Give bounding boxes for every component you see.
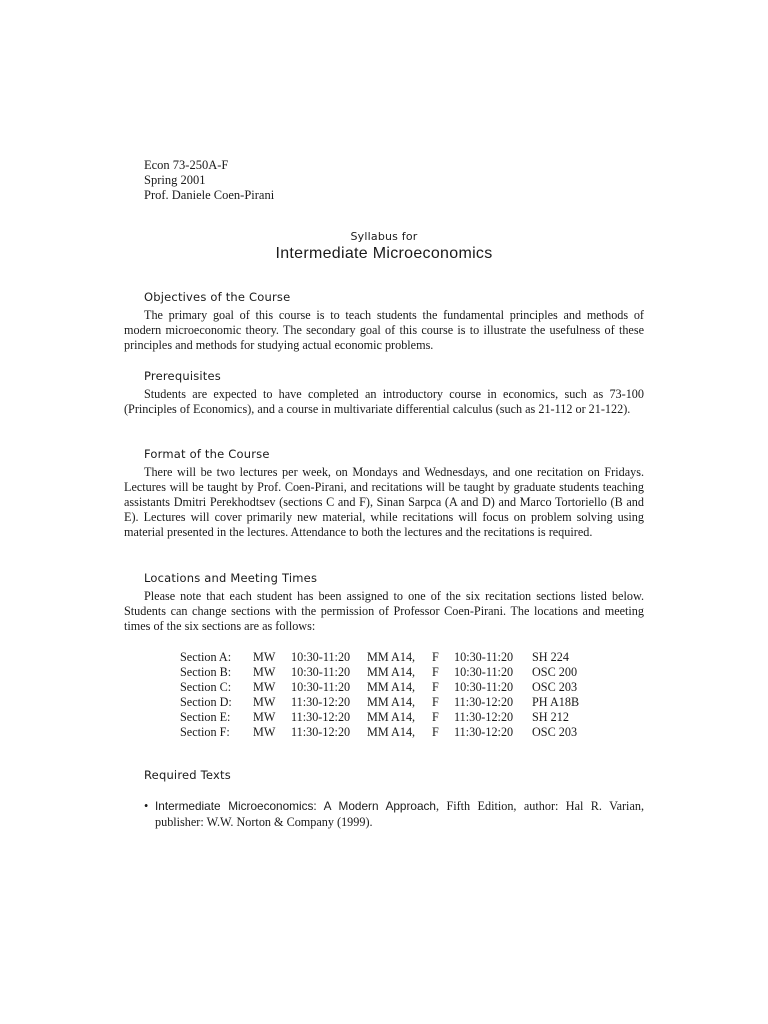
lecture-days: MW bbox=[253, 710, 276, 724]
lecture-room: MM A14, bbox=[367, 665, 416, 679]
course-term: Spring 2001 bbox=[144, 173, 206, 187]
lecture-time: 11:30-12:20 bbox=[291, 710, 351, 724]
course-number: Econ 73-250A-F bbox=[144, 158, 229, 172]
lecture-days: MW bbox=[253, 680, 276, 694]
syllabus-label: Syllabus for bbox=[350, 230, 418, 243]
recitation-room: SH 212 bbox=[532, 710, 569, 724]
lecture-days: MW bbox=[253, 725, 276, 739]
texts-heading: Required Texts bbox=[144, 768, 231, 782]
section-label: Section A: bbox=[180, 650, 232, 664]
table-row bbox=[180, 650, 602, 665]
locations-heading: Locations and Meeting Times bbox=[144, 571, 318, 585]
recitation-time: 11:30-12:20 bbox=[454, 695, 514, 709]
lecture-time: 11:30-12:20 bbox=[291, 695, 351, 709]
recitation-room: OSC 200 bbox=[532, 665, 578, 679]
table-row bbox=[180, 695, 602, 710]
recitation-room: PH A18B bbox=[532, 695, 580, 709]
prerequisites-text: Students are expected to have completed an introductory course in economics, such as 73-100 (Principles of Economics), and a course in multivariate differential calculus (such as 21-112 or 21-122). bbox=[124, 387, 644, 416]
recitation-day: F bbox=[432, 680, 439, 694]
section-label: Section F: bbox=[180, 725, 230, 739]
recitation-day: F bbox=[432, 725, 439, 739]
recitation-day: F bbox=[432, 665, 439, 679]
book-details: , Fifth Edition, author: Hal R. Varian, publisher: W.W. Norton & Company (1999). bbox=[155, 799, 644, 829]
recitation-room: OSC 203 bbox=[532, 725, 578, 739]
required-text-entry bbox=[155, 798, 644, 830]
schedule-table bbox=[180, 650, 602, 740]
prerequisites-heading: Prerequisites bbox=[144, 369, 221, 383]
lecture-days: MW bbox=[253, 695, 276, 709]
lecture-time: 10:30-11:20 bbox=[291, 665, 351, 679]
recitation-day: F bbox=[432, 710, 439, 724]
lecture-days: MW bbox=[253, 650, 276, 664]
recitation-room: OSC 203 bbox=[532, 680, 578, 694]
course-header bbox=[144, 158, 274, 203]
section-label: Section C: bbox=[180, 680, 232, 694]
lecture-room: MM A14, bbox=[367, 710, 416, 724]
format-heading: Format of the Course bbox=[144, 447, 270, 461]
locations-text: Please note that each student has been assigned to one of the six recitation sections listed below. Students can change sections with the permission of Professor Coen-Pirani. The locations and meeting times of the six sections are as follows: bbox=[124, 589, 644, 633]
recitation-time: 11:30-12:20 bbox=[454, 710, 514, 724]
section-label: Section B: bbox=[180, 665, 232, 679]
title-block bbox=[0, 230, 768, 264]
recitation-room: SH 224 bbox=[532, 650, 569, 664]
recitation-time: 10:30-11:20 bbox=[454, 650, 514, 664]
lecture-time: 10:30-11:20 bbox=[291, 650, 351, 664]
format-text: There will be two lectures per week, on Mondays and Wednesdays, and one recitation on Fridays. Lectures will be taught by Prof. Coen-Pirani, and recitations will be taught by graduate students teaching assistants Dmitri Perekhodtsev (sections C and F), Sinan Sarpca (A and D) and Marco Tortoriello (B and E). Lectures will cover primarily new material, while recitations will focus on problem solving using material presented in the lectures. Attendance to both the lectures and the recitations is required. bbox=[124, 465, 644, 539]
table-row bbox=[180, 665, 602, 680]
recitation-time: 11:30-12:20 bbox=[454, 725, 514, 739]
table-row bbox=[180, 710, 602, 725]
objectives-heading: Objectives of the Course bbox=[144, 290, 291, 304]
section-label: Section E: bbox=[180, 710, 231, 724]
table-row bbox=[180, 680, 602, 695]
lecture-room: MM A14, bbox=[367, 680, 416, 694]
list-item bbox=[144, 798, 644, 830]
course-instructor: Prof. Daniele Coen-Pirani bbox=[144, 188, 275, 202]
lecture-time: 11:30-12:20 bbox=[291, 725, 351, 739]
lecture-room: MM A14, bbox=[367, 695, 416, 709]
recitation-day: F bbox=[432, 650, 439, 664]
recitation-time: 10:30-11:20 bbox=[454, 665, 514, 679]
lecture-time: 10:30-11:20 bbox=[291, 680, 351, 694]
page-title: Intermediate Microeconomics bbox=[275, 245, 493, 262]
bullet-icon: • bbox=[144, 799, 149, 813]
book-title: Intermediate Microeconomics: A Modern Approach bbox=[155, 799, 436, 813]
objectives-text: The primary goal of this course is to teach students the fundamental principles and methods of modern microeconomic theory. The secondary goal of this course is to illustrate the usefulness of these principles and methods for studying actual economic problems. bbox=[124, 308, 644, 352]
recitation-day: F bbox=[432, 695, 439, 709]
lecture-days: MW bbox=[253, 665, 276, 679]
recitation-time: 10:30-11:20 bbox=[454, 680, 514, 694]
lecture-room: MM A14, bbox=[367, 725, 416, 739]
lecture-room: MM A14, bbox=[367, 650, 416, 664]
section-label: Section D: bbox=[180, 695, 232, 709]
table-row bbox=[180, 725, 602, 740]
